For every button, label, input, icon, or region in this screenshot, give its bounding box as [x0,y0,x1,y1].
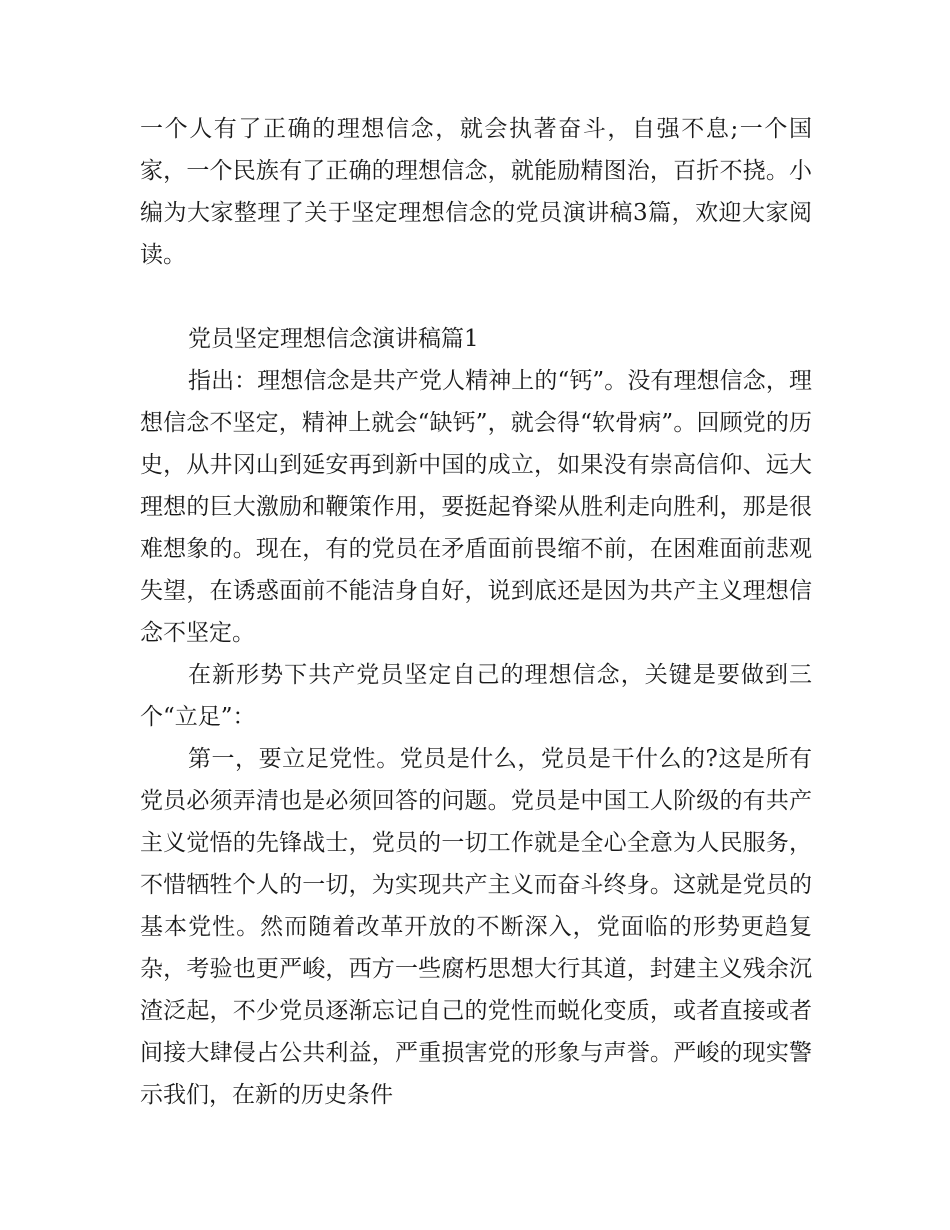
body-paragraph-2: 在新形势下共产党员坚定自己的理想信念，关键是要做到三个“立足”： [140,662,812,730]
intro-paragraph: 一个人有了正确的理想信念，就会执著奋斗，自强不息;一个国家，一个民族有了正确的理想信念，就能励精图治，百折不挠。小编为大家整理了关于坚定理想信念的党员演讲稿3篇，欢迎大家阅读。 [140,116,812,268]
section-title: 党员坚定理想信念演讲稿篇1 [188,326,479,352]
document-body [140,108,812,1116]
body-paragraph-1: 指出：理想信念是共产党人精神上的“钙”。没有理想信念，理想信念不坚定，精神上就会“缺钙”，就会得“软骨病”。回顾党的历史，从井冈山到延安再到新中国的成立，如果没有崇高信仰、远大理想的巨大激励和鞭策作用，要挺起脊梁从胜利走向胜利，那是很难想象的。现在，有的党员在矛盾面前畏缩不前，在困难面前悲观失望，在诱惑面前不能洁身自好，说到底还是因为共产主义理想信念不坚定。 [140,368,812,646]
body-paragraph-3: 第一，要立足党性。党员是什么，党员是干什么的?这是所有党员必须弄清也是必须回答的问题。党员是中国工人阶级的有共产主义觉悟的先锋战士，党员的一切工作就是全心全意为人民服务，不惜牺牲个人的一切，为实现共产主义而奋斗终身。这就是党员的基本党性。然而随着改革开放的不断深入，党面临的形势更趋复杂，考验也更严峻，西方一些腐朽思想大行其道，封建主义残余沉渣泛起，不少党员逐渐忘记自己的党性而蜕化变质，或者直接或者间接大肆侵占公共利益，严重损害党的形象与声誉。严峻的现实警示我们，在新的历史条件 [140,746,812,1108]
